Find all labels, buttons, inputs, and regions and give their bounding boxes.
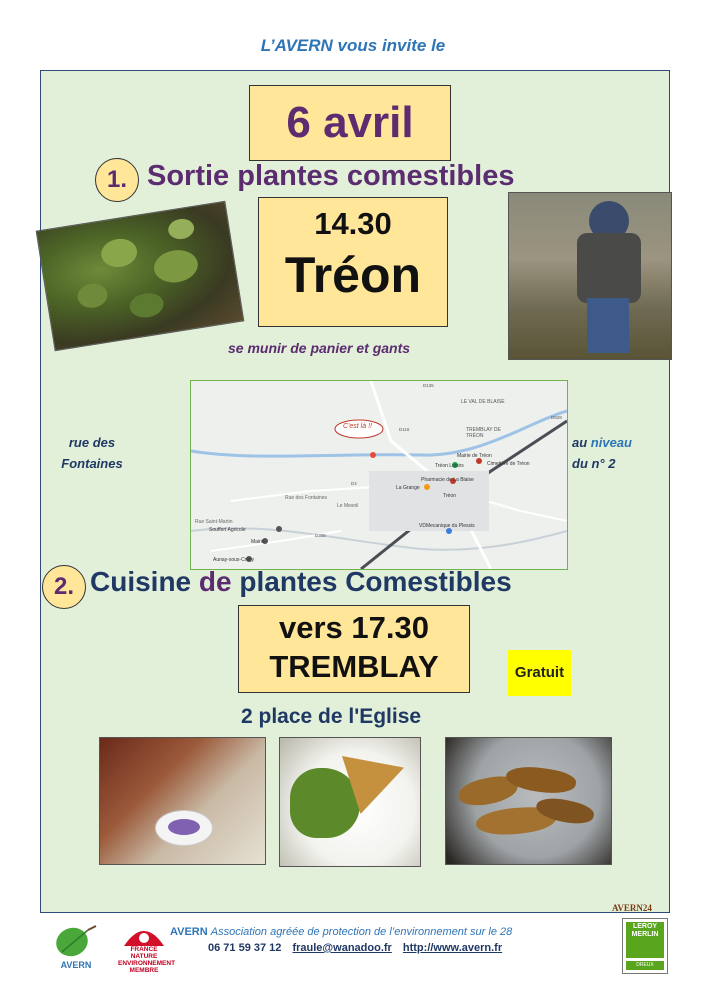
map-label-left (57, 432, 127, 474)
map-road-d4: D4 (351, 481, 357, 486)
map-label-la-grange: La Grange (396, 485, 420, 491)
leroy-merlin-logo-subtext: DREUX (626, 961, 664, 970)
footer-website-link[interactable]: http://www.avern.fr (402, 942, 503, 954)
fne-logo-line-1: FRANCE NATURE (130, 946, 158, 960)
child-foraging-photo (508, 192, 672, 360)
right-label-word-au: au (572, 435, 591, 450)
map-road-d135: D135 (423, 383, 434, 388)
footer-email-link[interactable]: fraule@wanadoo.fr (292, 942, 392, 954)
section-2-title (90, 566, 512, 598)
map-label-vdm: VDMecanique du Plessis (419, 523, 475, 529)
map-label-treon: Tréon (443, 493, 456, 499)
leroy-merlin-logo-text: LEROY MERLIN (631, 923, 659, 938)
fne-logo (118, 922, 176, 974)
footer-org-name: AVERN (170, 926, 208, 938)
section-1-title: Sortie plantes comestibles (147, 160, 515, 192)
avern-logo (48, 922, 104, 972)
time-2: vers 17.30 (279, 610, 429, 645)
time-place-box-1 (258, 197, 448, 327)
map-label-souffert: Souffert Agricole (209, 527, 246, 533)
map-road-d305: D305 (315, 533, 326, 538)
map-label-cimetiere: Cimetière de Tréon (487, 461, 530, 467)
fne-logo-line-2: ENVIRONNEMENT (118, 960, 176, 967)
section-2-number: 2. (42, 565, 86, 609)
section-2-title-part-c: plantes Comestibles (231, 566, 512, 597)
map-label-tremblay: TREMBLAY DE TRÉON (466, 427, 501, 439)
leroy-merlin-logo (622, 918, 668, 974)
time-1: 14.30 (314, 206, 392, 241)
map-label-right (572, 432, 632, 474)
invite-heading: L’AVERN vous invite le (260, 36, 446, 55)
map-label-mairie-treon: Mairie de Tréon (457, 453, 492, 459)
right-label-line-2: du n° 2 (572, 456, 616, 471)
footer-organization (170, 926, 512, 938)
map-label-rue-fontaines: Rue des Fontaines (285, 495, 327, 501)
place-1: Tréon (284, 247, 422, 303)
avern-logo-text: AVERN (60, 960, 92, 970)
map-label-pharmacie: Pharmacie de La Blaise (421, 477, 474, 483)
map-road-d928: D928 (551, 415, 562, 420)
map-label-le-mesnil: Le Mesnil (337, 503, 359, 509)
map-road-d116: D116 (399, 427, 410, 432)
cooking-hands-photo (99, 737, 266, 865)
map-label-treon-loisirs: Tréon Loisirs (435, 463, 464, 469)
right-label-line-1 (572, 432, 632, 453)
map-label-mairie: Mairie (251, 539, 265, 545)
right-label-word-niveau: niveau (590, 435, 632, 450)
map-label-le-val: LE VAL DE BLAISE (461, 399, 505, 405)
section-2-title-part-a: Cuisine (90, 566, 199, 597)
section-2-title-part-b: de (198, 566, 232, 597)
left-label-line-1: rue des (68, 435, 116, 450)
footer-contact (208, 942, 502, 954)
map-marker-label: C'est là !! (343, 423, 372, 430)
free-badge: Gratuit (508, 650, 571, 696)
fne-logo-line-3: MEMBRE (129, 967, 159, 974)
footer-org-description: Association agréée de protection de l’environnement sur le 28 (210, 926, 513, 938)
flyer-code: AVERN24 (612, 903, 652, 913)
section-1-number: 1. (95, 158, 139, 202)
address: 2 place de l'Eglise (241, 705, 422, 728)
map-label-rue-st-martin: Rue Saint-Martin (195, 519, 233, 525)
equipment-note: se munir de panier et gants (228, 340, 411, 356)
location-map[interactable] (190, 380, 568, 570)
time-place-box-2 (238, 605, 470, 693)
left-label-line-2: Fontaines (61, 456, 123, 471)
map-label-aunay: Aunay-sous-Crécy (213, 557, 255, 563)
event-date: 6 avril (249, 85, 451, 161)
fritters-photo (445, 737, 612, 865)
quiche-salad-photo (279, 737, 421, 867)
footer-phone: 06 71 59 37 12 (208, 942, 282, 954)
place-2: TREMBLAY (269, 649, 439, 684)
